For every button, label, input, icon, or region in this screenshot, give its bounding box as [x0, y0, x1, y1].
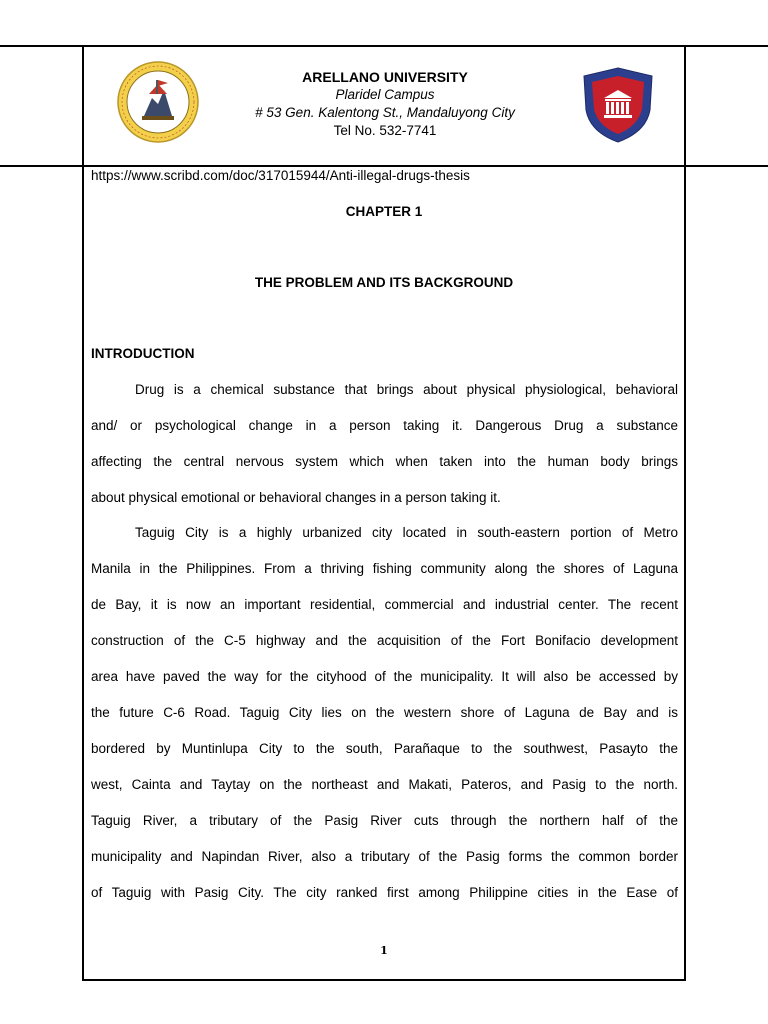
- chapter-title: THE PROBLEM AND ITS BACKGROUND: [254, 275, 514, 290]
- text-line: bordered by Muntinlupa City to the south, Parañaque to the southwest, Pasayto the: [91, 741, 678, 756]
- source-url: https://www.scribd.com/doc/317015944/Anti-illegal-drugs-thesis: [91, 168, 470, 183]
- frame-right-border: [684, 45, 686, 981]
- text-line: municipality and Napindan River, also a tributary of the Pasig forms the common border: [91, 849, 678, 864]
- text-line: Drug is a chemical substance that brings about physical physiological, behavioral: [135, 382, 678, 397]
- text-line: west, Cainta and Taytay on the northeast and Makati, Pateros, and Pasig to the north.: [91, 777, 678, 792]
- letterhead: [150, 68, 620, 140]
- header-bottom-rule: [0, 165, 768, 167]
- text-line: affecting the central nervous system which when taken into the human body brings: [91, 454, 678, 469]
- text-line: de Bay, it is now an important residential, commercial and industrial center. The recent: [91, 597, 678, 612]
- section-heading-introduction: INTRODUCTION: [91, 346, 195, 361]
- header-top-rule: [0, 45, 768, 47]
- text-line: Taguig City is a highly urbanized city located in south-eastern portion of Metro: [135, 525, 678, 540]
- university-name: ARELLANO UNIVERSITY: [302, 69, 468, 85]
- text-line: the future C-6 Road. Taguig City lies on the western shore of Laguna de Bay and is: [91, 705, 678, 720]
- paragraph-taguig-city: [91, 524, 678, 920]
- text-line: and/ or psychological change in a person taking it. Dangerous Drug a substance: [91, 418, 678, 433]
- text-line: construction of the C-5 highway and the acquisition of the Fort Bonifacio development: [91, 633, 678, 648]
- frame-bottom-border: [82, 979, 686, 981]
- campus-address: # 53 Gen. Kalentong St., Mandaluyong City: [255, 105, 515, 120]
- chapter-heading: CHAPTER 1: [345, 204, 423, 219]
- text-line: of Taguig with Pasig City. The city ranked first among Philippine cities in the Ease of: [91, 885, 678, 900]
- page-number: 1: [380, 944, 388, 957]
- text-line: Taguig River, a tributary of the Pasig River cuts through the northern half of the: [91, 813, 678, 828]
- text-line: area have paved the way for the cityhood of the municipality. It will also be accessed by: [91, 669, 678, 684]
- text-line: Manila in the Philippines. From a thriving fishing community along the shores of Laguna: [91, 561, 678, 576]
- text-line: about physical emotional or behavioral changes in a person taking it.: [91, 490, 501, 505]
- frame-left-border: [82, 45, 84, 981]
- campus-name: Plaridel Campus: [335, 87, 435, 102]
- paragraph-drug-definition: [91, 381, 678, 525]
- telephone-number: Tel No. 532-7741: [333, 123, 437, 138]
